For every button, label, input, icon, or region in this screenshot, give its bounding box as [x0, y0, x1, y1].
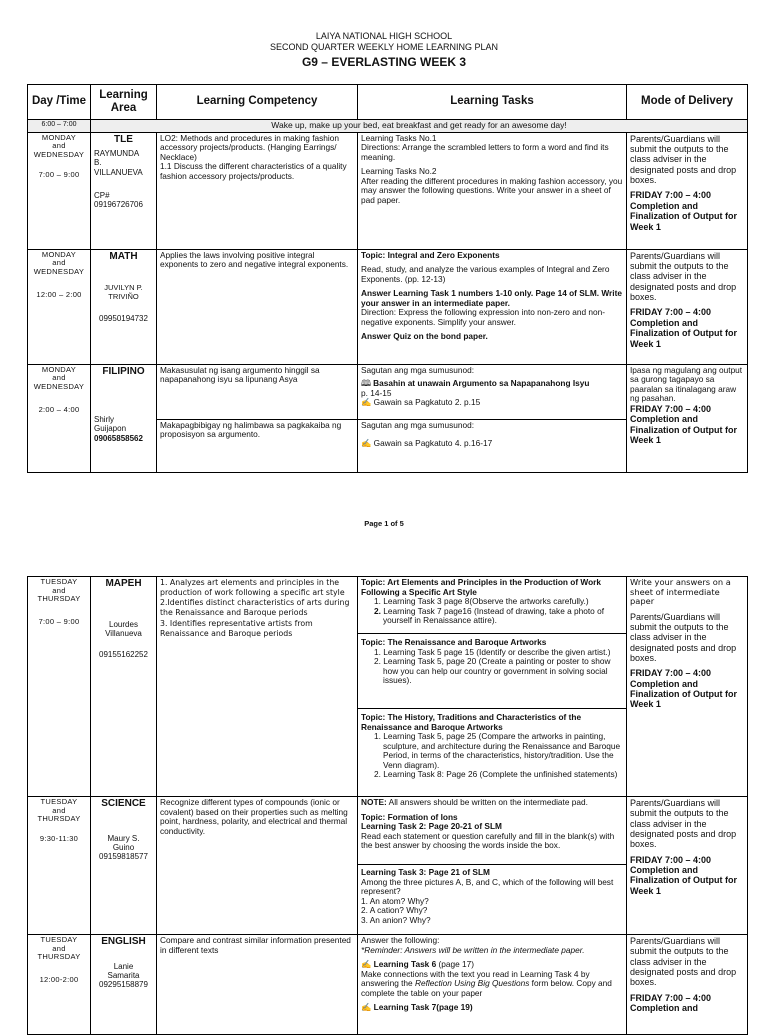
day-time-cell	[28, 364, 91, 472]
deadline-text: FRIDAY 7:00 – 4:00 Completion and Finalization of Output for Week 1	[630, 190, 737, 232]
time-slot: 9:30-11:30	[39, 833, 79, 843]
school-name: LAIYA NATIONAL HIGH SCHOOL	[315, 31, 453, 41]
teacher-surname: Samarita	[107, 970, 140, 980]
mode-cell	[627, 249, 748, 364]
day-time-cell	[28, 935, 91, 1035]
task-text: Answer Quiz on the bond paper.	[361, 331, 488, 342]
teacher-phone: 09155162252	[99, 649, 148, 659]
time-slot: 2:00 – 4:00	[38, 404, 80, 414]
list-number: 1.	[374, 731, 381, 742]
day-time-cell	[28, 132, 91, 249]
note-label: NOTE:	[361, 797, 387, 807]
task-text: Learning Task 7 page16 (Instead of drawing, take a photo of yourself in Renaissance attire).	[383, 605, 605, 626]
task-topic: Topic: Art Elements and Principles in the Production of Work Following a Specific Art Style	[361, 577, 602, 597]
task-text: Learning Task 8: Page 26 (Complete the unfinished statements)	[383, 769, 618, 780]
list-number: 2.	[374, 605, 381, 616]
mode-text: Parents/Guardians will submit the outputs to the class adviser in the designated posts and drop boxes.	[630, 936, 737, 988]
list-number: 1.	[374, 596, 381, 607]
col-header-area: Learning Area	[91, 85, 157, 120]
time-slot: 12:00-2:00	[39, 974, 79, 984]
competency-text: Compare and contrast similar information presented in different texts	[160, 935, 351, 955]
task-text: Direction: Express the following expression into non-zero and non-negative exponents. Simplify your answer.	[361, 307, 605, 327]
teacher-surname: Villanueva	[105, 628, 142, 638]
day-and: and	[52, 943, 66, 953]
day-and: and	[52, 805, 66, 815]
day-1: TUESDAY	[40, 935, 78, 944]
competency-text: 1.1 Discuss the different characteristics of a quality fashion accessory projects/products.	[160, 161, 347, 181]
writing-hand-icon: ✍	[361, 397, 372, 408]
competency-cell	[157, 797, 358, 935]
competency-text: LO2: Methods and procedures in making fashion accessory projects/products. (Hanging Earrings/ Necklace)	[160, 132, 339, 162]
competency-text: 1. Analyzes art elements and principles in the production of work following a specific art style	[160, 578, 345, 598]
table-row-science	[28, 797, 748, 935]
task-text: Answer Learning Task 1 numbers 1-10 only. Page 14 of SLM. Write your answer in an intermediate paper.	[361, 288, 622, 308]
day-1: MONDAY	[41, 249, 77, 259]
task-text: Read, study, and analyze the various examples of Integral and Zero Exponents. (pp. 12-13)	[361, 264, 610, 284]
teacher-phone: 09950194732	[99, 313, 148, 323]
day-and: and	[52, 141, 66, 151]
teacher-name: Shirly	[94, 415, 115, 425]
competency-cell	[157, 364, 358, 472]
subject-name: MATH	[109, 250, 138, 262]
mode-cell	[627, 935, 748, 1035]
teacher-phone: 09159818577	[99, 851, 148, 861]
plan-title: SECOND QUARTER WEEKLY HOME LEARNING PLAN	[269, 42, 499, 52]
mode-cell	[627, 132, 748, 249]
day-2: WEDNESDAY	[33, 382, 85, 392]
day-1: TUESDAY	[40, 797, 78, 806]
competency-cell	[157, 935, 358, 1035]
table-row-filipino	[28, 364, 748, 472]
learning-area-cell	[91, 935, 157, 1035]
teacher-phone: 09065858562	[94, 433, 143, 443]
competency-text: Makasusulat ng isang argumento hinggil sa napapanahong isyu sa lipunang Asya	[157, 365, 357, 420]
task-text: Make connections with the text you read in Learning Task 4 by answering the	[361, 968, 590, 989]
task-title: Learning Task 7(page 19)	[373, 1002, 473, 1013]
morning-row	[28, 120, 748, 133]
day-1: MONDAY	[41, 364, 77, 374]
task-text: Learning Task 5, page 25 (Compare the artworks in painting, sculpture, and architecture during the Renaissance and Baroque Period, in terms of the characteristics, history/tradition. Use the Venn diagram).	[383, 731, 621, 770]
teacher-phone: 09295158879	[99, 979, 148, 989]
learning-plan-table-page-2	[27, 576, 748, 1035]
reminder-text: *Reminder: Answers will be written in the intermediate paper.	[361, 944, 585, 955]
learning-area-cell	[91, 797, 157, 935]
task-text: Gawain sa Pagkatuto 2. p.15	[373, 397, 481, 408]
mode-text: Ipasa ng magulang ang output sa gurong tagapayo sa paaralan sa itinalagang araw ng pasahan.	[630, 364, 743, 404]
teacher-phone: 09196726706	[94, 200, 143, 210]
day-2: THURSDAY	[37, 952, 81, 962]
task-text: Learning Tasks No.2	[361, 166, 437, 177]
task-text: After reading the different procedures in making fashion accessory, you may answer the following questions. Write your answer in a sheet of pad paper.	[361, 175, 623, 205]
col-header-competency: Learning Competency	[157, 85, 358, 120]
col-header-mode: Mode of Delivery	[627, 85, 748, 120]
subject-name: TLE	[114, 133, 133, 145]
task-topic: Topic: Formation of Ions	[361, 811, 458, 822]
subject-name: SCIENCE	[101, 798, 146, 809]
writing-hand-icon: ✍	[361, 959, 372, 970]
mode-text: Write your answers on a sheet of intermediate paper	[630, 577, 731, 607]
teacher-surname: Guijapon	[94, 424, 127, 434]
task-text: Among the three pictures A, B, and C, which of the following will best represent?	[361, 876, 614, 897]
learning-area-cell	[91, 132, 157, 249]
mode-text: Parents/Guardians will submit the outputs to the class adviser in the designated posts and drop boxes.	[630, 798, 737, 850]
day-1: TUESDAY	[40, 577, 78, 586]
teacher-surname: Guino	[112, 842, 135, 852]
day-and: and	[52, 585, 66, 595]
mode-text: Parents/Guardians will submit the outputs to the class adviser in the designated posts and drop boxes.	[630, 133, 737, 186]
competency-text: Makapagbibigay ng halimbawa sa pagkakaiba ng proposisyon sa argumento.	[160, 419, 342, 440]
competency-text: Recognize different types of compounds (ionic or covalent) based on their properties such as melting point, hardness, polarity, and electrical and thermal conductivity.	[160, 797, 348, 836]
grade-section-title: G9 – EVERLASTING WEEK 3	[301, 55, 467, 69]
writing-hand-icon: ✍	[361, 1002, 372, 1013]
day-time-cell	[28, 577, 91, 797]
day-time-cell	[28, 797, 91, 935]
tasks-cell	[358, 577, 627, 797]
mode-cell	[627, 577, 748, 797]
mode-text: Parents/Guardians will submit the outputs to the class adviser in the designated posts and drop boxes.	[630, 250, 737, 303]
task-text: Directions: Arrange the scrambled letters to form a word and find its meaning.	[361, 142, 609, 162]
competency-text: 2.Identifies distinct characteristics of arts during the Renaissance and Baroque periods	[160, 598, 350, 618]
col-header-tasks: Learning Tasks	[358, 85, 627, 120]
task-text: Sagutan ang mga sumusunod:	[361, 419, 475, 430]
task-text: Read each statement or question carefully and fill in the blank(s) with the best answer by choosing the words inside the box.	[361, 830, 615, 851]
task-text: Learning Tasks No.1	[361, 132, 437, 143]
learning-plan-table-page-1	[27, 84, 748, 473]
morning-time: 6:00 – 7:00	[28, 120, 91, 133]
teacher-surname: TRIVIÑO	[108, 291, 139, 301]
task-text: Gawain sa Pagkatuto 4. p.16-17	[373, 438, 493, 449]
list-number: 2.	[374, 769, 381, 780]
deadline-text: FRIDAY 7:00 – 4:00 Completion and Finalization of Output for Week 1	[630, 403, 737, 445]
task-topic: Topic: Integral and Zero Exponents	[361, 249, 500, 260]
learning-area-cell	[91, 364, 157, 472]
list-number: 1.	[374, 646, 381, 657]
day-time-cell	[28, 249, 91, 364]
tasks-cell	[358, 797, 627, 935]
task-page: (page 17)	[436, 959, 475, 970]
day-1: MONDAY	[41, 132, 77, 142]
task-text: Sagutan ang mga sumusunod:	[361, 364, 475, 375]
deadline-text: FRIDAY 7:00 – 4:00 Completion and	[630, 992, 712, 1014]
table-row-english	[28, 935, 748, 1035]
learning-area-cell	[91, 577, 157, 797]
tasks-cell	[358, 249, 627, 364]
competency-text: Applies the laws involving positive integral exponents to zero and negative integral exponents.	[160, 249, 349, 270]
note-text: All answers should be written on the intermediate pad.	[386, 797, 588, 807]
tasks-cell	[358, 935, 627, 1035]
task-topic: Topic: The History, Traditions and Characteristics of the Renaissance and Baroque Artworks	[361, 712, 582, 732]
mode-cell	[627, 364, 748, 472]
question: 1. An atom? Why?	[361, 895, 429, 906]
deadline-text: FRIDAY 7:00 – 4:00 Completion and Finalization of Output for Week 1	[630, 854, 737, 896]
competency-cell	[157, 577, 358, 797]
table-row-mapeh	[28, 577, 748, 797]
writing-hand-icon: ✍	[361, 438, 372, 449]
time-slot: 12:00 – 2:00	[36, 289, 82, 299]
competency-cell	[157, 132, 358, 249]
day-and: and	[52, 258, 66, 268]
mode-text: Parents/Guardians will submit the outputs to the class adviser in the designated posts and drop boxes.	[630, 611, 737, 663]
teacher-name: Lourdes	[109, 619, 138, 629]
teacher-name: Maury S.	[107, 833, 140, 843]
mode-cell	[627, 797, 748, 935]
teacher-initial: B.	[94, 158, 102, 168]
teacher-name: Lanie	[113, 961, 134, 971]
task-text: Learning Task 5, page 20 (Create a painting or poster to show how you can help our country or government in solving social issues).	[383, 656, 611, 686]
task-text: Answer the following:	[361, 935, 440, 945]
subject-name: FILIPINO	[102, 365, 145, 377]
task-topic: Topic: The Renaissance and Baroque Artworks	[361, 637, 547, 647]
task-text: Basahin at unawain Argumento sa Napapanahong Isyu	[373, 378, 590, 389]
question: 2. A cation? Why?	[361, 905, 428, 916]
teacher-name: RAYMUNDA	[94, 149, 140, 159]
subject-name: ENGLISH	[101, 936, 146, 947]
tasks-cell	[358, 364, 627, 472]
learning-area-cell	[91, 249, 157, 364]
day-2: WEDNESDAY	[33, 150, 85, 160]
morning-text: Wake up, make up your bed, eat breakfast and get ready for an awesome day!	[91, 120, 748, 133]
task-text: p. 14-15	[361, 387, 392, 398]
task-text: Learning Task 3 page 8(Observe the artworks carefully.)	[383, 596, 589, 607]
day-2: WEDNESDAY	[33, 267, 85, 277]
day-and: and	[52, 373, 66, 383]
deadline-text: FRIDAY 7:00 – 4:00 Completion and Finalization of Output for Week 1	[630, 307, 737, 349]
table-row-math	[28, 249, 748, 364]
deadline-text: FRIDAY 7:00 – 4:00 Completion and Finalization of Output for Week 1	[630, 668, 737, 710]
col-header-day: Day /Time	[28, 85, 91, 120]
competency-cell	[157, 249, 358, 364]
task-title: Learning Task 6	[373, 959, 437, 970]
subject-name: MAPEH	[105, 578, 142, 589]
time-slot: 7:00 – 9:00	[38, 616, 80, 626]
time-slot: 7:00 – 9:00	[38, 169, 80, 179]
task-text-emphasis: Reflection Using Big Questions	[414, 978, 530, 989]
day-2: THURSDAY	[37, 594, 81, 604]
teacher-name: JUVILYN P.	[104, 283, 143, 293]
task-text: form below. Copy and complete the table on your paper	[361, 978, 612, 998]
competency-text: 3. Identifies representative artists from Renaissance and Baroque periods	[160, 618, 313, 638]
question: 3. An anion? Why?	[361, 914, 431, 925]
page-number: Page 1 of 5	[364, 519, 404, 528]
day-2: THURSDAY	[37, 814, 81, 824]
table-row-tle	[28, 132, 748, 249]
task-text: Learning Task 5 page 15 (Identify or describe the given artist.)	[383, 646, 611, 657]
tasks-cell	[358, 132, 627, 249]
book-icon: 🕮	[361, 378, 371, 389]
table-header-row	[28, 85, 748, 120]
task-title: Learning Task 2: Page 20-21 of SLM	[361, 821, 502, 832]
teacher-surname: VILLANUEVA	[94, 167, 143, 177]
list-number: 2.	[374, 656, 381, 667]
cp-label: CP#	[94, 190, 110, 200]
task-title: Learning Task 3: Page 21 of SLM	[361, 867, 490, 877]
